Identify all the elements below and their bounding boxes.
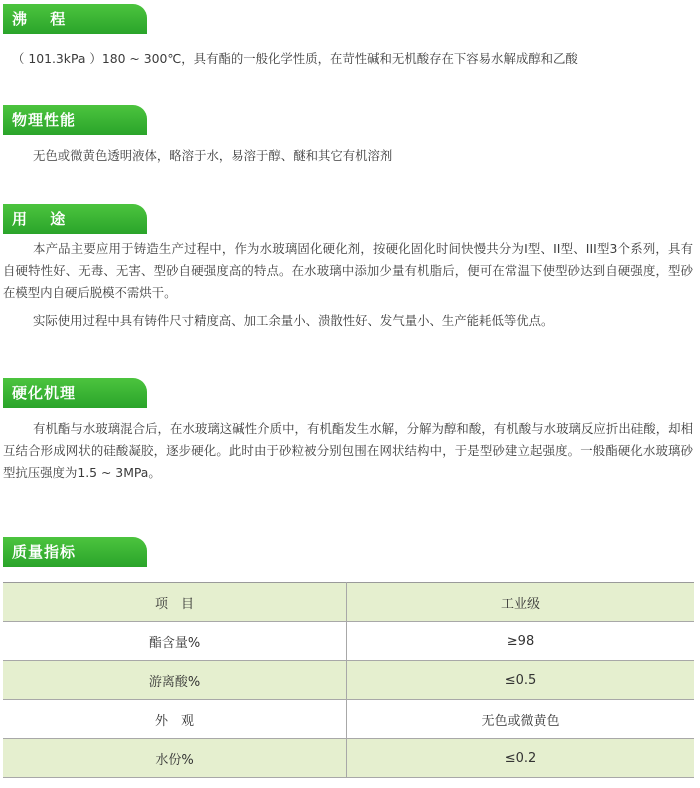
hardening-mechanism-text: 有机酯与水玻璃混合后，在水玻璃这碱性介质中，有机酯发生水解，分解为醇和酸，有机酸与水玻璃反应折出硅酸，却相互结合形成网状的硅酸凝胶，逐步硬化。此时由于砂粒被分别包围在网状结构中，于是型砂建立起强度。一般酯硬化水玻璃砂型抗压强度为1.5 ~ 3MPa。 xyxy=(3,421,693,480)
table-row xyxy=(3,700,694,739)
section-title: 物理性能 xyxy=(12,111,77,129)
table-cell-value: ≤0.5 xyxy=(347,661,695,700)
usage-paragraph-1: 本产品主要应用于铸造生产过程中，作为水玻璃固化硬化剂，按硬化固化时间快慢共分为I型、II型、III型3个系列，具有自硬特性好、无毒、无害、型砂自硬强度高的特点。在水玻璃中添加少量有机脂后，便可在常温下使型砂达到自硬强度，型砂在模型内自硬后脱模不需烘干。 xyxy=(3,241,693,300)
table-row xyxy=(3,661,694,700)
section-title: 硬化机理 xyxy=(12,384,77,402)
table-cell-item: 外 观 xyxy=(3,700,347,739)
section-tab-physical-properties xyxy=(3,105,147,135)
table-header-row xyxy=(3,583,694,622)
section-tab-usage xyxy=(3,204,147,234)
physical-properties-text: 无色或微黄色透明液体，略溶于水，易溶于醇、醚和其它有机溶剂 xyxy=(33,148,393,163)
table-cell-item: 水份% xyxy=(3,739,347,778)
section-tab-boiling-range xyxy=(3,4,147,34)
section-tab-quality-specs xyxy=(3,537,147,567)
table-cell-item: 游离酸% xyxy=(3,661,347,700)
section-tab-hardening-mechanism xyxy=(3,378,147,408)
table-header-item: 项 目 xyxy=(3,583,347,622)
section-title: 沸 程 xyxy=(12,10,75,28)
section-title: 质量指标 xyxy=(12,543,77,561)
section-title: 用 途 xyxy=(12,210,75,228)
table-row xyxy=(3,739,694,778)
table-cell-value: ≥98 xyxy=(347,622,695,661)
table-cell-item: 酯含量% xyxy=(3,622,347,661)
table-header-grade: 工业级 xyxy=(347,583,695,622)
quality-spec-table xyxy=(3,582,694,778)
table-cell-value: 无色或微黄色 xyxy=(347,700,695,739)
boiling-range-text: （ 101.3kPa ）180 ~ 300℃，具有酯的一般化学性质，在苛性碱和无机酸存在下容易水解成醇和乙酸 xyxy=(12,51,578,66)
usage-paragraph-2: 实际使用过程中具有铸件尺寸精度高、加工余量小、溃散性好、发气量小、生产能耗低等优点。 xyxy=(33,313,554,328)
table-cell-value: ≤0.2 xyxy=(347,739,695,778)
table-row xyxy=(3,622,694,661)
